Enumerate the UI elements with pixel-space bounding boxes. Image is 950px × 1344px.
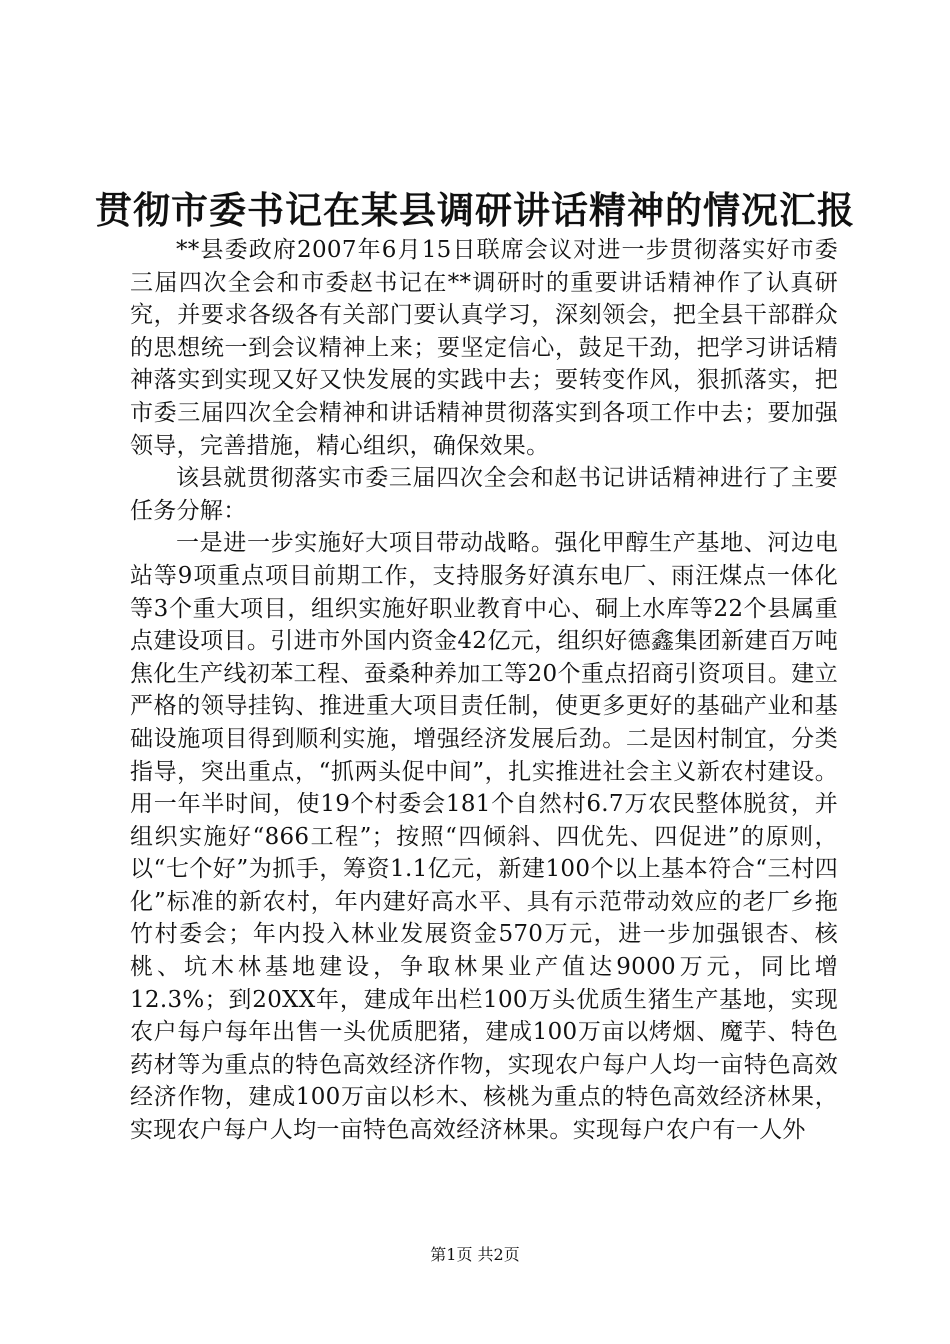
paragraph-task-breakdown: 该县就贯彻落实市委三届四次全会和赵书记讲话精神进行了主要任务分解： [130, 465, 838, 524]
document-body [130, 234, 838, 1147]
paragraph-intro: **县委政府2007年6月15日联席会议对进一步贯彻落实好市委三届四次全会和市委赵书记在**调研时的重要讲话精神作了认真研究，并要求各级各有关部门要认真学习，深刻领会，把全县干部群众的思想统一到会议精神上来；要坚定信心，鼓足干劲，把学习讲话精神落实到实现又好又快发展的实践中去；要转变作风，狠抓落实，把市委三届四次全会精神和讲话精神贯彻落实到各项工作中去；要加强领导，完善措施，精心组织，确保效果。 [130, 237, 838, 459]
paragraph-task-details: 一是进一步实施好大项目带动战略。强化甲醇生产基地、河边电站等9项重点项目前期工作，支持服务好滇东电厂、雨汪煤点一体化等3个重大项目，组织实施好职业教育中心、硐上水库等22个县属重点建设项目。引进市外国内资金42亿元，组织好德鑫集团新建百万吨焦化生产线初苯工程、蚕桑种养加工等20个重点招商引资项目。建立严格的领导挂钩、推进重大项目责任制，使更多更好的基础产业和基础设施项目得到顺利实施，增强经济发展后劲。二是因村制宜，分类指导，突出重点，“抓两头促中间”，扎实推进社会主义新农村建设。用一年半时间，使19个村委会181个自然村6.7万农民整体脱贫，并组织实施好“866工程”；按照“四倾斜、四优先、四促进”的原则，以“七个好”为抓手，筹资1.1亿元，新建100个以上基本符合“三村四化”标准的新农村，年内建好高水平、具有示范带动效应的老厂乡拖竹村委会；年内投入林业发展资金570万元，进一步加强银杏、核桃、坑木林基地建设，争取林果业产值达9000万元，同比增12.3%；到20XX年，建成年出栏100万头优质生猪生产基地，实现农户每户每年出售一头优质肥猪，建成100万亩以烤烟、魔芋、特色药材等为重点的特色高效经济作物，实现农户每户人均一亩特色高效经济作物，建成100万亩以杉木、核桃为重点的特色高效经济林果，实现农户每户人均一亩特色高效经济林果。实现每户农户有一人外 [130, 530, 838, 1144]
document-title: 贯彻市委书记在某县调研讲话精神的情况汇报 [95, 188, 855, 232]
page-number-footer: 第1页 共2页 [430, 1245, 520, 1264]
